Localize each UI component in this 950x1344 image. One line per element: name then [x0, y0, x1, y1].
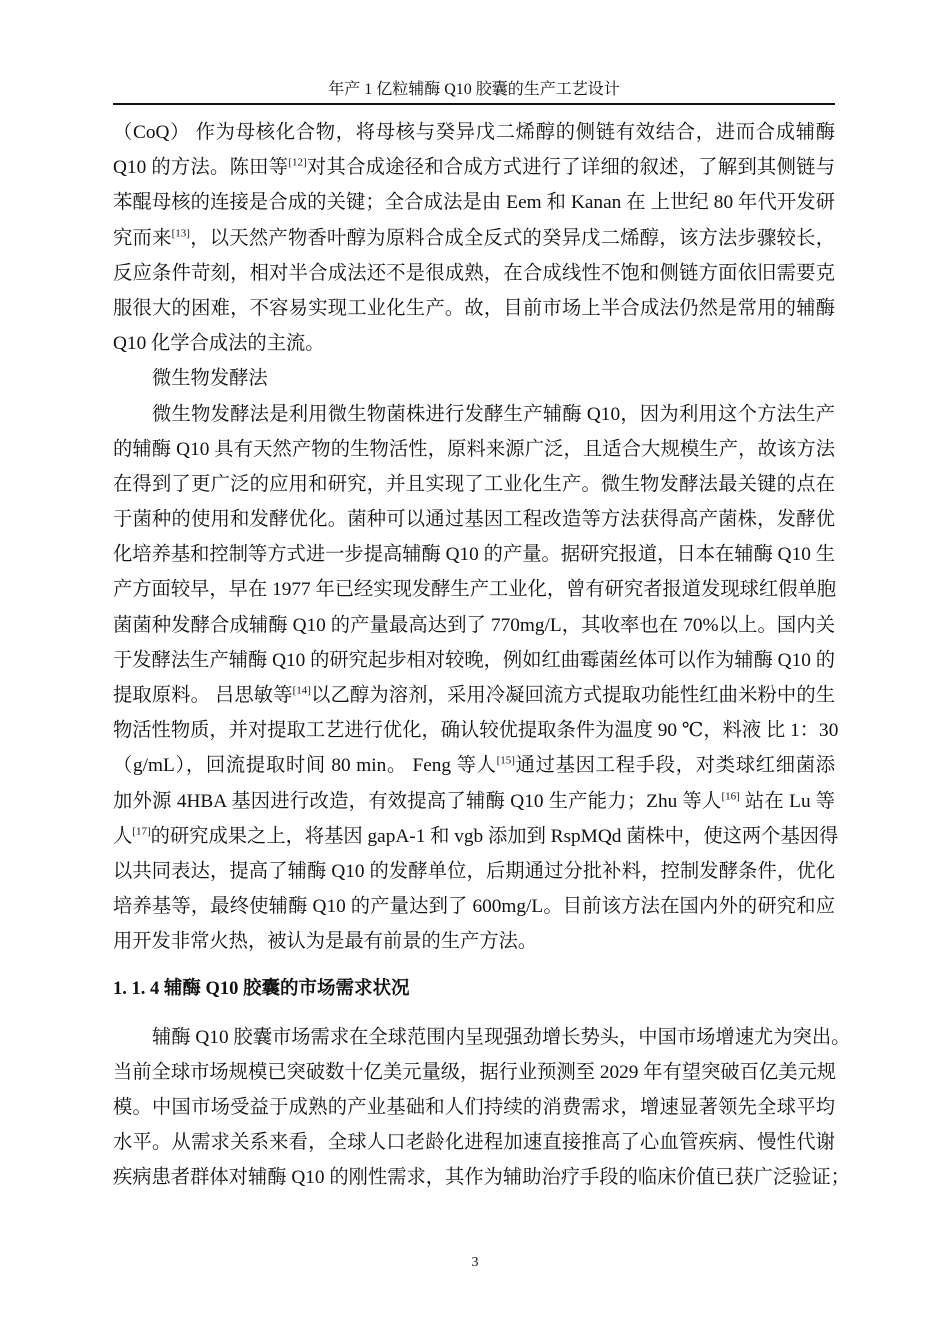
text-run: 对其合成途径和合成方式进行了详细的叙述，了解到其侧链与	[306, 157, 836, 179]
text-line	[113, 643, 835, 678]
text-run: 反应条件苛刻，相对半合成法还不是很成熟，在合成线性不饱和侧链方面依旧需要克	[113, 262, 835, 284]
citation-reference: [17]	[132, 825, 151, 838]
text-line	[113, 748, 835, 783]
text-run: 疾病患者群体对辅酶 Q10 的刚性需求，其作为辅助治疗手段的临床价值已获广泛验证；	[113, 1167, 850, 1189]
citation-reference: [13]	[171, 227, 190, 240]
text-line	[113, 150, 835, 185]
text-line	[113, 854, 835, 889]
text-run: 微生物发酵法是利用微生物菌株进行发酵生产辅酶 Q10，因为利用这个方法生产	[152, 403, 835, 425]
text-run: （CoQ） 作为母核化合物，将母核与癸异戊二烯醇的侧链有效结合，进而合成辅酶	[113, 122, 835, 143]
text-run: 的辅酶 Q10 具有天然产物的生物活性，原料来源广泛，且适合大规模生产，故该方法	[113, 438, 835, 460]
text-line	[113, 1160, 850, 1195]
citation-reference: [12]	[288, 156, 307, 169]
text-line	[113, 361, 835, 396]
running-header: 年产 1 亿粒辅酶 Q10 胶囊的生产工艺设计	[328, 81, 620, 98]
text-run: 当前全球市场规模已突破数十亿美元量级，据行业预测至 2029 年有望突破百亿美元规	[113, 1061, 837, 1083]
text-line	[113, 397, 835, 432]
text-line	[113, 115, 835, 150]
text-line	[113, 326, 835, 361]
text-line	[113, 1055, 835, 1090]
citation-reference: [16]	[721, 790, 740, 803]
citation-reference: [15]	[496, 754, 515, 767]
text-run: 辅酶 Q10 胶囊市场需求在全球范围内呈现强劲增长势头，中国市场增速尤为突出。	[152, 1026, 851, 1048]
text-run: Q10 化学合成法的主流。	[113, 333, 325, 355]
paragraph	[113, 361, 835, 396]
text-run: 菌菌种发酵合成辅酶 Q10 的产量最高达到了 770mg/L，其收率也在 70%以上。国内关	[113, 614, 835, 636]
text-run: 模。中国市场受益于成熟的产业基础和人们持续的消费需求，增速显著领先全球平均	[113, 1096, 835, 1118]
text-line	[113, 1125, 835, 1160]
text-run: 以共同表达，提高了辅酶 Q10 的发酵单位，后期通过分批补料，控制发酵条件，优化	[113, 860, 835, 882]
text-run: 通过基因工程手段，对类球红细菌添	[514, 755, 836, 777]
text-run: 于发酵法生产辅酶 Q10 的研究起步相对较晚，例如红曲霉菌丝体可以作为辅酶 Q10 的	[113, 649, 835, 671]
text-run: 加外源 4HBA 基因进行改造，有效提高了辅酶 Q10 生产能力；Zhu 等人	[113, 790, 722, 812]
text-line	[113, 432, 835, 467]
text-run: 培养基等，最终使辅酶 Q10 的产量达到了 600mg/L。目前该方法在国内外的研究和应	[113, 896, 835, 918]
paragraph	[113, 1020, 851, 1196]
page-number: 3	[471, 1255, 479, 1270]
text-run: ，以天然产物香叶醇为原料合成全反式的癸异戊二烯醇，该方法步骤较长，	[189, 227, 835, 249]
citation-reference: [14]	[292, 684, 311, 697]
text-run: 提取原料。 吕思敏等	[113, 685, 293, 706]
text-line	[113, 256, 835, 291]
text-run: 产方面较早，早在 1977 年已经实现发酵生产工业化，曾有研究者报道发现球红假单胞	[113, 579, 837, 601]
text-run: 的研究成果之上，将基因 gapA-1 和 vgb 添加到 RspMQd 菌株中，使这两个基因得	[150, 825, 839, 847]
text-line	[113, 819, 839, 854]
text-line	[113, 1020, 851, 1055]
header-divider	[113, 103, 835, 105]
text-run: 以乙醇为溶剂，采用冷凝回流方式提取功能性红曲米粉中的生	[310, 685, 836, 706]
text-line	[113, 1090, 835, 1125]
text-line	[113, 678, 835, 713]
text-run: 站在 Lu 等	[739, 790, 835, 812]
text-line	[113, 467, 835, 502]
text-line	[113, 889, 835, 924]
text-run: （g/mL），回流提取时间 80 min。 Feng 等人	[113, 755, 497, 777]
text-run: 化培养基和控制等方式进一步提高辅酶 Q10 的产量。据研究报道，日本在辅酶 Q10 生	[113, 544, 835, 566]
text-run: 究而来	[113, 227, 172, 249]
text-run: Q10 的方法。陈田等	[113, 157, 289, 179]
text-line	[113, 291, 835, 326]
text-run: 于菌种的使用和发酵优化。菌种可以通过基因工程改造等方法获得高产菌株，发酵优	[113, 509, 835, 531]
text-line	[113, 572, 835, 607]
text-line	[113, 221, 835, 256]
text-line	[113, 185, 835, 220]
text-line	[113, 784, 835, 819]
text-run: 人	[113, 825, 133, 847]
paragraph	[113, 397, 839, 960]
section-heading: 1. 1. 4 辅酶 Q10 胶囊的市场需求状况	[113, 978, 410, 999]
text-run: 用开发非常火热，被认为是最有前景的生产方法。	[113, 931, 538, 953]
text-run: 苯醌母核的连接是合成的关键；全合成法是由 Eem 和 Kanan 在 上世纪 80 年代开发研	[113, 192, 835, 214]
text-line	[113, 713, 839, 748]
text-line	[113, 537, 835, 572]
paragraph	[113, 115, 835, 361]
text-run: 水平。从需求关系来看，全球人口老龄化进程加速直接推高了心血管疾病、慢性代谢	[113, 1132, 835, 1154]
text-run: 微生物发酵法	[152, 368, 268, 390]
text-line	[113, 502, 835, 537]
text-run: 服很大的困难，不容易实现工业化生产。故，目前市场上半合成法仍然是常用的辅酶	[113, 297, 835, 319]
text-run: 物活性物质，并对提取工艺进行优化，确认较优提取条件为温度 90 ℃，料液 比 1：30	[113, 720, 839, 742]
text-line	[113, 924, 835, 959]
text-run: 在得到了更广泛的应用和研究，并且实现了工业化生产。微生物发酵法最关键的点在	[113, 473, 835, 495]
text-line	[113, 608, 835, 643]
document-body	[113, 115, 851, 1195]
